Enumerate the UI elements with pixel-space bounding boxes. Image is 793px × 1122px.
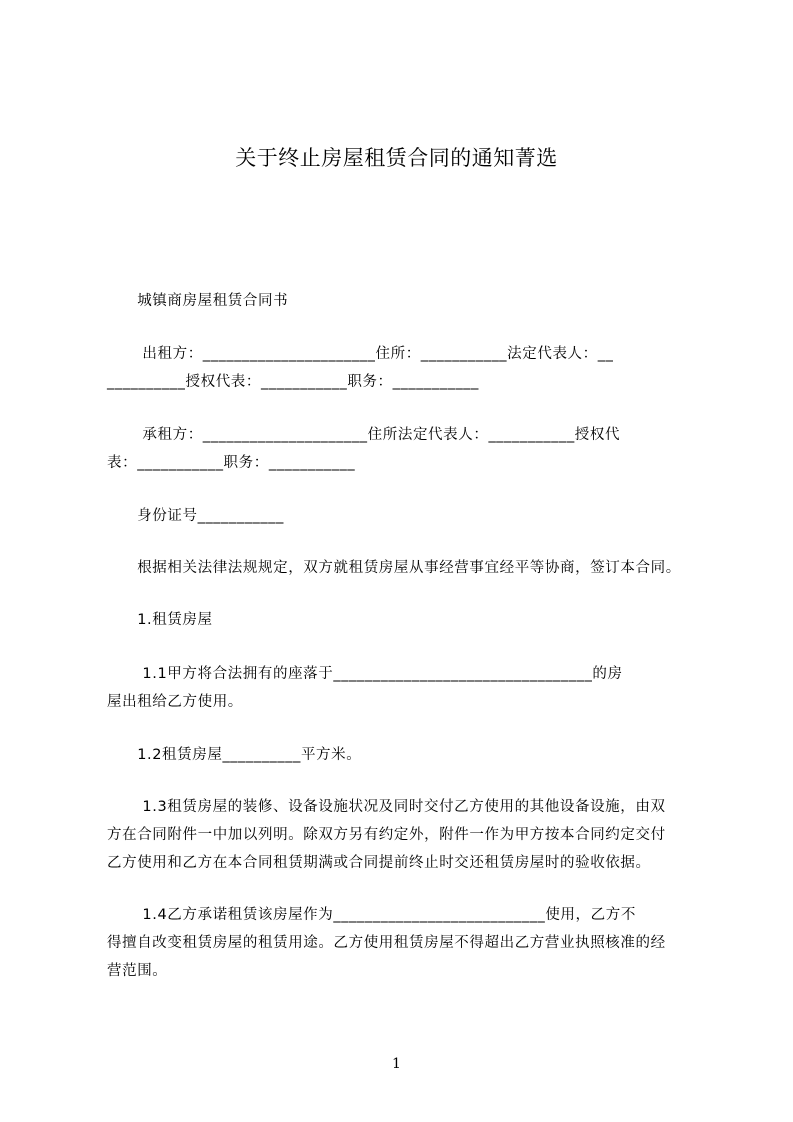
paragraph-line: 根据相关法律法规规定，双方就租赁房屋从事经营事宜经平等协商，签订本合同。 [107, 560, 681, 576]
paragraph-line: 1.4乙方承诺租赁该房屋作为___________________________使用，乙方不 [107, 907, 636, 923]
clause-1-1 [107, 660, 707, 716]
paragraph-line: 营范围。 [107, 963, 168, 979]
paragraph-line: 屋出租给乙方使用。 [107, 694, 243, 710]
document-title: 关于终止房屋租赁合同的通知菁选 [235, 146, 558, 170]
section-heading-rental-property [107, 606, 707, 634]
clause-1-3 [107, 793, 707, 877]
paragraph-contract-heading [107, 287, 707, 315]
paragraph-line: 方在合同附件一中加以列明。除双方另有约定外，附件一作为甲方按本合同约定交付 [107, 827, 666, 843]
clause-1-2 [107, 741, 707, 769]
paragraph-line: 1.3租赁房屋的装修、设备设施状况及同时交付乙方使用的其他设备设施，由双 [107, 799, 666, 815]
paragraph-lessee [107, 421, 707, 477]
paragraph-line: 1.租赁房屋 [107, 612, 213, 628]
paragraph-preamble [107, 554, 707, 582]
paragraph-line: 1.2租赁房屋__________平方米。 [107, 747, 362, 763]
paragraph-line: 身份证号___________ [107, 508, 284, 524]
paragraph-line: 承租方：_____________________住所法定代表人：___________授权代 [107, 427, 621, 443]
page-number: 1 [392, 1056, 401, 1072]
paragraph-line: 乙方使用和乙方在本合同租赁期满或合同提前终止时交还租赁房屋时的验收依据。 [107, 855, 651, 871]
paragraph-line: 1.1甲方将合法拥有的座落于_________________________________的房 [107, 666, 623, 682]
paragraph-id-number [107, 502, 707, 530]
paragraph-line: 城镇商房屋租赁合同书 [107, 293, 289, 309]
paragraph-line: __________授权代表：___________职务：___________ [107, 374, 479, 390]
clause-1-4 [107, 901, 707, 985]
paragraph-line: 表：___________职务：___________ [107, 455, 356, 471]
paragraph-lessor [107, 340, 707, 396]
paragraph-line: 得擅自改变租赁房屋的租赁用途。乙方使用租赁房屋不得超出乙方营业执照核准的经 [107, 935, 666, 951]
paragraph-line: 出租方：______________________住所：___________法定代表人：__ [107, 346, 614, 362]
